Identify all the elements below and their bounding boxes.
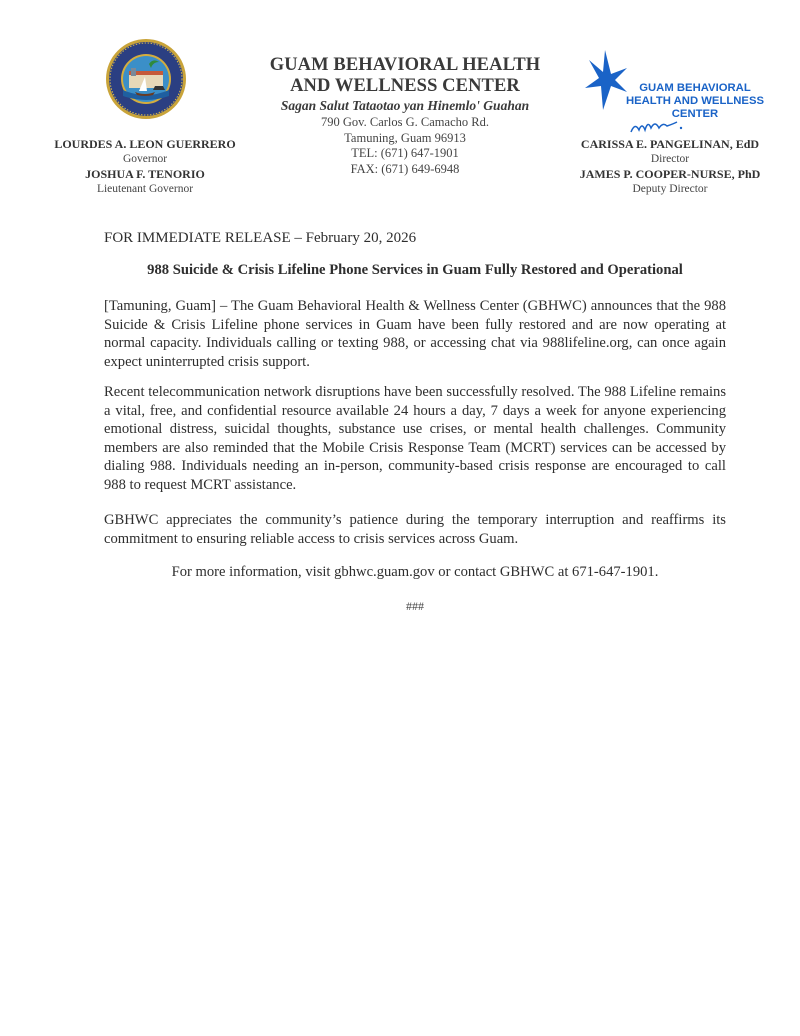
telephone: TEL: (671) 647-1901 [351,146,459,160]
contact-line: For more information, visit gbhwc.guam.gov or contact GBHWC at 671-647-1901. [171,564,659,580]
director-title: Director [650,153,690,165]
deputy-director-title: Deputy Director [632,183,708,195]
lt-governor-name: JOSHUA F. TENORIO [85,167,205,181]
governor-seal-icon [105,38,187,120]
logo-text-line3: CENTER [671,108,719,120]
release-headline: 988 Suicide & Crisis Lifeline Phone Services in Guam Fully Restored and Operational [147,262,683,278]
fax: FAX: (671) 649-6948 [350,161,460,176]
org-name-line2: AND WELLNESS CENTER [290,76,520,96]
letterhead-center [250,55,560,177]
address-line2: Tamuning, Guam 96913 [344,130,466,145]
director-name: CARISSA E. PANGELINAN, EdD [580,137,760,151]
org-tagline: Sagan Salut Tataotao yan Hinemlo' Guahan [280,98,530,113]
body-paragraph: [Tamuning, Guam] – The Guam Behavioral Health & Wellness Center (GBHWC) announces that the 988 Suicide & Crisis Lifeline phone services in Guam have been fully restored and are now operating at normal capacity. Individuals calling or texting 988, or accessing chat via 988lifeline.org, can once again expect uninterrupted crisis support. [104,298,726,370]
logo-text-line1: GUAM BEHAVIORAL [639,82,751,94]
address-line1: 790 Gov. Carlos G. Camacho Rd. [321,115,489,129]
release-dateline: FOR IMMEDIATE RELEASE – February 20, 2026 [104,230,417,246]
end-mark: ### [406,599,424,613]
gbhwc-logo-text [610,82,780,121]
governor-block [40,137,250,197]
lt-governor-title: Lieutenant Governor [96,183,194,195]
org-name-line1: GUAM BEHAVIORAL HEALTH [269,55,541,75]
body-paragraph: Recent telecommunication network disruptions have been successfully resolved. The 988 Lifeline remains a vital, free, and confidential resource available 24 hours a day, 7 days a week for anyone experiencing emotional distress, suicidal thoughts, substance use crises, or mental health challenges. Community members are also reminded that the Mobile Crisis Response Team (MCRT) services can be accessed by dialing 988. Individuals needing an in-person, community-based crisis response are encouraged to call 988 to request MCRT assistance. [104,384,726,493]
logo-text-line2: HEALTH AND WELLNESS [625,95,765,107]
governor-title: Governor [122,153,168,165]
governor-name: LOURDES A. LEON GUERRERO [54,137,236,151]
director-block [555,137,785,197]
body-paragraph: GBHWC appreciates the community’s patience during the temporary interruption and reaffirms its commitment to ensuring reliable access to crisis services across Guam. [104,512,726,547]
deputy-director-name: JAMES P. COOPER-NURSE, PhD [579,167,761,181]
